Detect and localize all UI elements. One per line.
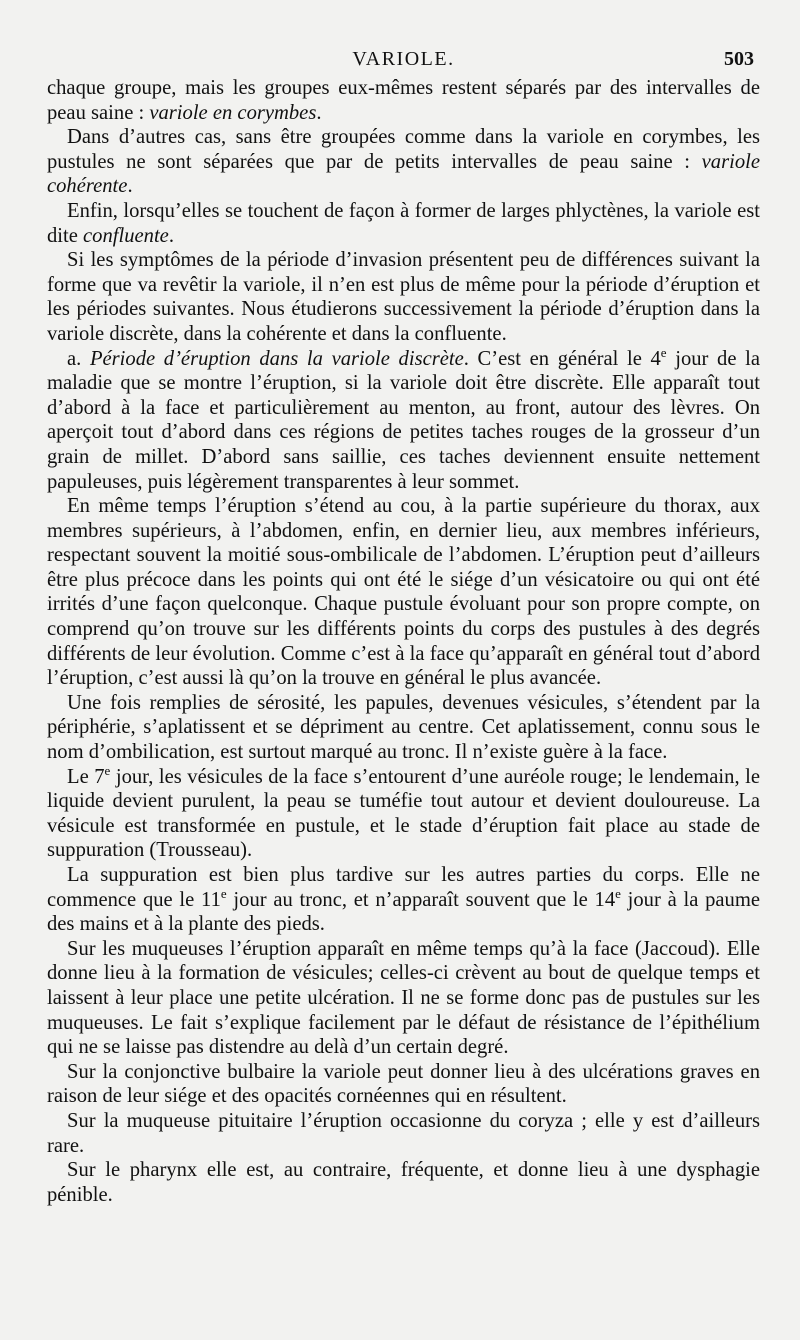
text-run: . [168,224,174,247]
superscript: e [104,762,111,778]
paragraph [47,199,760,248]
paragraph [47,1109,760,1158]
running-title: VARIOLE. [352,48,455,70]
paragraph [47,494,760,691]
text-run: Sur les muqueuses l’éruption apparaît en même temps qu’à la face (Jaccoud). Elle donne lieu à la formation de vésicules; celles-ci crèvent au bout de quelque temps et laissent à leur place une petite ulcération. Il ne se forme donc pas de pustules sur les muqueuses. Le fait s’explique facilement par le défaut de résistance de l’épithélium qui ne se laisse pas distendre au delà d’un certain degré. [47,937,760,1059]
text-run: chaque groupe, mais les groupes eux-mêmes restent séparés par des intervalles de peau saine : [47,77,760,124]
text-run: jour au tronc, et n’apparaît souvent que le 14 [226,888,616,911]
paragraph [47,1060,760,1109]
text-run: a. [67,347,90,370]
text-run: jour à la paume des mains et à la plante des pieds. [47,888,760,936]
text-run: jour, les vésicules de la face s’entourent d’une auréole rouge; le lendemain, le liquide devient purulent, la peau se tuméfie tout autour et devient douloureuse. La vésicule est transformée en pustule, et le stade d’éruption fait place au stade de suppuration (Trousseau). [47,765,760,862]
text-run: En même temps l’éruption s’étend au cou, à la partie supérieure du thorax, aux membres supérieurs, à l’abdomen, enfin, en dernier lieu, aux membres inférieurs, respectant souvent la moitié sous-ombilicale de l’abdomen. L’éruption peut d’ailleurs être plus précoce dans les points qui ont été le siége d’un vésicatoire ou qui ont été irrités d’une façon quelconque. Chaque pustule évoluant pour son propre compte, on comprend qu’on trouve sur les différents points du corps des pustules à des degrés différents de leur évolution. Comme c’est à la face qu’apparaît en général tout d’abord l’éruption, c’est aussi là qu’on la trouve en général le plus avancée. [47,495,760,690]
paragraph [47,1158,760,1207]
text-run: Si les symptômes de la période d’invasion présentent peu de différences suivant la forme que va revêtir la variole, il n’en est plus de même pour la période d’éruption et les périodes suivantes. Nous étudierons successivement la période d’éruption dans la variole discrète, dans la cohérente et dans la confluente. [47,249,760,345]
text-run: jour de la maladie que se montre l’éruption, si la variole doit être discrète. Elle apparaît tout d’abord à la face et particulièrement au menton, au front, autour des lèvres. On aperçoit tout d’abord dans ces régions de petites taches rouges de la grosseur d’un grain de millet. D’abord sans saillie, ces taches deviennent ensuite nettement papuleuses, puis légèrement transparentes à leur sommet. [47,347,760,493]
body-text [47,76,760,1207]
paragraph [47,691,760,765]
text-run: Dans d’autres cas, sans être groupées comme dans la variole en corymbes, les pustules ne sont séparées que par de petits intervalles de peau saine : [47,126,760,173]
text-run: Sur le pharynx elle est, au contraire, fréquente, et donne lieu à une dysphagie pénible. [47,1159,760,1206]
text-run: Enfin, lorsqu’elles se touchent de façon à former de larges phlyctènes, la variole est dite [47,199,760,247]
italic-run: Période d’éruption dans la variole discrète [89,347,464,370]
paragraph [47,937,760,1060]
superscript: e [660,344,667,360]
text-run: Sur la muqueuse pituitaire l’éruption occasionne du coryza ; elle y est d’ailleurs rare. [47,1109,760,1157]
text-run: La suppuration est bien plus tardive sur les autres parties du corps. Elle ne commence que le 11 [47,864,760,911]
italic-run: variole cohérente [47,150,760,198]
superscript: e [220,885,227,901]
paragraph [47,248,760,346]
italic-run: variole en corymbes [149,101,317,124]
page-number: 503 [724,48,754,70]
paragraph [47,344,760,495]
text-run: Une fois remplies de sérosité, les papules, devenues vésicules, s’étendent par la périphérie, s’aplatissent et se dépriment au centre. Cet aplatissement, connu sous le nom d’ombilication, est surtout marqué au tronc. Il n’existe guère à la face. [47,691,760,764]
text-run: . [316,101,322,124]
text-run: . [127,175,133,198]
text-run: . C’est en général le 4 [463,347,661,370]
running-head [47,44,760,74]
paragraph [47,76,760,125]
paragraph [47,125,760,199]
paragraph [47,762,760,863]
text-run: Le 7 [67,765,105,788]
paragraph [47,863,760,937]
italic-run: confluente [83,224,169,247]
text-run: Sur la conjonctive bulbaire la variole peut donner lieu à des ulcérations graves en raison de leur siége et des opacités cornéennes qui en résultent. [47,1060,760,1108]
superscript: e [615,885,621,901]
